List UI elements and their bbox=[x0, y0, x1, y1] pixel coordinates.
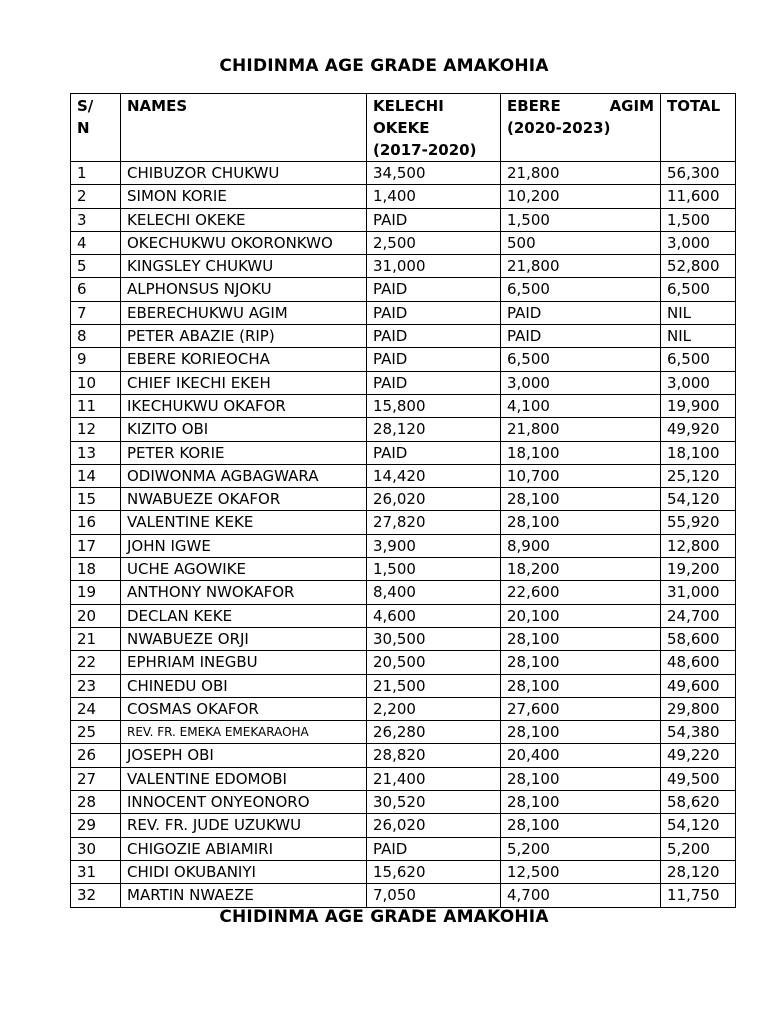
table-row bbox=[71, 325, 736, 348]
table-row bbox=[71, 348, 736, 371]
cell-name: KELECHI OKEKE bbox=[121, 208, 367, 231]
table-row bbox=[71, 394, 736, 417]
cell-total: 18,100 bbox=[661, 441, 736, 464]
cell-ebere-agim: 20,400 bbox=[501, 744, 661, 767]
cell-name: VALENTINE KEKE bbox=[121, 511, 367, 534]
cell-name: JOSEPH OBI bbox=[121, 744, 367, 767]
cell-sn: 18 bbox=[71, 558, 121, 581]
cell-ebere-agim: 6,500 bbox=[501, 278, 661, 301]
cell-sn: 28 bbox=[71, 791, 121, 814]
table-row bbox=[71, 744, 736, 767]
cell-ebere-agim: 500 bbox=[501, 231, 661, 254]
cell-kelechi-okeke: 20,500 bbox=[367, 651, 501, 674]
cell-sn: 29 bbox=[71, 814, 121, 837]
table-row bbox=[71, 581, 736, 604]
cell-name: KINGSLEY CHUKWU bbox=[121, 255, 367, 278]
cell-sn: 17 bbox=[71, 534, 121, 557]
cell-name: INNOCENT ONYEONORO bbox=[121, 791, 367, 814]
cell-sn: 2 bbox=[71, 185, 121, 208]
cell-sn: 16 bbox=[71, 511, 121, 534]
table-row bbox=[71, 534, 736, 557]
cell-kelechi-okeke: 21,400 bbox=[367, 767, 501, 790]
table-row bbox=[71, 185, 736, 208]
cell-kelechi-okeke: 2,200 bbox=[367, 697, 501, 720]
cell-sn: 6 bbox=[71, 278, 121, 301]
cell-ebere-agim: 8,900 bbox=[501, 534, 661, 557]
cell-kelechi-okeke: 4,600 bbox=[367, 604, 501, 627]
cell-ebere-agim: 4,100 bbox=[501, 394, 661, 417]
cell-sn: 12 bbox=[71, 418, 121, 441]
table-row bbox=[71, 860, 736, 883]
cell-total: 48,600 bbox=[661, 651, 736, 674]
cell-ebere-agim: 28,100 bbox=[501, 627, 661, 650]
cell-sn: 15 bbox=[71, 488, 121, 511]
cell-name: EPHRIAM INEGBU bbox=[121, 651, 367, 674]
cell-name: ANTHONY NWOKAFOR bbox=[121, 581, 367, 604]
header-ebere-line1 bbox=[507, 95, 654, 117]
cell-sn: 24 bbox=[71, 697, 121, 720]
cell-name: COSMAS OKAFOR bbox=[121, 697, 367, 720]
cell-sn: 14 bbox=[71, 464, 121, 487]
cell-kelechi-okeke: PAID bbox=[367, 348, 501, 371]
cell-kelechi-okeke: 27,820 bbox=[367, 511, 501, 534]
cell-name: OKECHUKWU OKORONKWO bbox=[121, 231, 367, 254]
cell-name: NWABUEZE ORJI bbox=[121, 627, 367, 650]
footer-title: CHIDINMA AGE GRADE AMAKOHIA bbox=[219, 907, 549, 927]
cell-kelechi-okeke: 28,820 bbox=[367, 744, 501, 767]
cell-kelechi-okeke: PAID bbox=[367, 325, 501, 348]
cell-sn: 3 bbox=[71, 208, 121, 231]
cell-ebere-agim: 22,600 bbox=[501, 581, 661, 604]
cell-total: 12,800 bbox=[661, 534, 736, 557]
cell-ebere-agim: 3,000 bbox=[501, 371, 661, 394]
cell-total: 29,800 bbox=[661, 697, 736, 720]
header-sn-line1: S/ bbox=[77, 97, 94, 115]
cell-total: 6,500 bbox=[661, 278, 736, 301]
table-row bbox=[71, 371, 736, 394]
cell-total: 52,800 bbox=[661, 255, 736, 278]
cell-sn: 25 bbox=[71, 721, 121, 744]
table-row bbox=[71, 301, 736, 324]
cell-total: 19,900 bbox=[661, 394, 736, 417]
header-sn-line2: N bbox=[77, 119, 90, 137]
cell-sn: 10 bbox=[71, 371, 121, 394]
cell-sn: 27 bbox=[71, 767, 121, 790]
cell-ebere-agim: 28,100 bbox=[501, 814, 661, 837]
cell-name: ODIWONMA AGBAGWARA bbox=[121, 464, 367, 487]
cell-ebere-agim: 5,200 bbox=[501, 837, 661, 860]
table-row bbox=[71, 278, 736, 301]
table-row bbox=[71, 767, 736, 790]
cell-ebere-agim: 10,700 bbox=[501, 464, 661, 487]
cell-sn: 1 bbox=[71, 162, 121, 185]
cell-kelechi-okeke: 26,020 bbox=[367, 814, 501, 837]
cell-name: VALENTINE EDOMOBI bbox=[121, 767, 367, 790]
cell-sn: 30 bbox=[71, 837, 121, 860]
table-row bbox=[71, 441, 736, 464]
cell-total: 3,000 bbox=[661, 371, 736, 394]
table-header-row bbox=[71, 94, 736, 162]
header-ebere-word2: AGIM bbox=[609, 97, 654, 115]
cell-kelechi-okeke: 26,020 bbox=[367, 488, 501, 511]
cell-name: PETER KORIE bbox=[121, 441, 367, 464]
table-row bbox=[71, 604, 736, 627]
cell-total: 58,600 bbox=[661, 627, 736, 650]
table-row bbox=[71, 255, 736, 278]
table-row bbox=[71, 674, 736, 697]
table-row bbox=[71, 884, 736, 907]
cell-sn: 5 bbox=[71, 255, 121, 278]
header-sn bbox=[71, 94, 121, 162]
cell-total: 3,000 bbox=[661, 231, 736, 254]
cell-kelechi-okeke: 8,400 bbox=[367, 581, 501, 604]
cell-kelechi-okeke: 34,500 bbox=[367, 162, 501, 185]
cell-total: 49,920 bbox=[661, 418, 736, 441]
cell-total: 58,620 bbox=[661, 791, 736, 814]
cell-total: 1,500 bbox=[661, 208, 736, 231]
header-ebere-word1: EBERE bbox=[507, 97, 561, 115]
cell-name: CHINEDU OBI bbox=[121, 674, 367, 697]
cell-kelechi-okeke: PAID bbox=[367, 441, 501, 464]
cell-ebere-agim: 28,100 bbox=[501, 767, 661, 790]
cell-ebere-agim: 21,800 bbox=[501, 255, 661, 278]
cell-name: IKECHUKWU OKAFOR bbox=[121, 394, 367, 417]
contributions-table bbox=[70, 93, 736, 908]
table-row bbox=[71, 814, 736, 837]
cell-kelechi-okeke: 1,400 bbox=[367, 185, 501, 208]
header-kelechi-line2: OKEKE bbox=[373, 119, 430, 137]
cell-ebere-agim: 28,100 bbox=[501, 791, 661, 814]
table-row bbox=[71, 231, 736, 254]
cell-name: REV. FR. EMEKA EMEKARAOHA bbox=[121, 721, 367, 744]
cell-name: DECLAN KEKE bbox=[121, 604, 367, 627]
cell-name: NWABUEZE OKAFOR bbox=[121, 488, 367, 511]
cell-total: 6,500 bbox=[661, 348, 736, 371]
cell-sn: 20 bbox=[71, 604, 121, 627]
cell-total: NIL bbox=[661, 325, 736, 348]
cell-ebere-agim: 4,700 bbox=[501, 884, 661, 907]
cell-name: PETER ABAZIE (RIP) bbox=[121, 325, 367, 348]
table-row bbox=[71, 721, 736, 744]
cell-total: 49,600 bbox=[661, 674, 736, 697]
cell-kelechi-okeke: PAID bbox=[367, 301, 501, 324]
cell-ebere-agim: 6,500 bbox=[501, 348, 661, 371]
table-row bbox=[71, 162, 736, 185]
cell-kelechi-okeke: 2,500 bbox=[367, 231, 501, 254]
cell-ebere-agim: 27,600 bbox=[501, 697, 661, 720]
cell-total: 54,120 bbox=[661, 814, 736, 837]
cell-sn: 23 bbox=[71, 674, 121, 697]
cell-kelechi-okeke: 28,120 bbox=[367, 418, 501, 441]
cell-total: 31,000 bbox=[661, 581, 736, 604]
cell-name: JOHN IGWE bbox=[121, 534, 367, 557]
table-row bbox=[71, 464, 736, 487]
cell-sn: 13 bbox=[71, 441, 121, 464]
cell-kelechi-okeke: 26,280 bbox=[367, 721, 501, 744]
cell-sn: 8 bbox=[71, 325, 121, 348]
cell-total: 24,700 bbox=[661, 604, 736, 627]
cell-name: CHIEF IKECHI EKEH bbox=[121, 371, 367, 394]
cell-total: 54,380 bbox=[661, 721, 736, 744]
cell-kelechi-okeke: 31,000 bbox=[367, 255, 501, 278]
header-kelechi-okeke bbox=[367, 94, 501, 162]
header-total: TOTAL bbox=[661, 94, 736, 162]
cell-kelechi-okeke: PAID bbox=[367, 837, 501, 860]
table-row bbox=[71, 627, 736, 650]
cell-name: EBERE KORIEOCHA bbox=[121, 348, 367, 371]
cell-sn: 19 bbox=[71, 581, 121, 604]
header-kelechi-line1: KELECHI bbox=[373, 97, 444, 115]
table-row bbox=[71, 488, 736, 511]
cell-kelechi-okeke: 14,420 bbox=[367, 464, 501, 487]
cell-sn: 22 bbox=[71, 651, 121, 674]
cell-total: 54,120 bbox=[661, 488, 736, 511]
table-row bbox=[71, 651, 736, 674]
cell-ebere-agim: 18,100 bbox=[501, 441, 661, 464]
cell-kelechi-okeke: 30,500 bbox=[367, 627, 501, 650]
cell-ebere-agim: 12,500 bbox=[501, 860, 661, 883]
cell-name: KIZITO OBI bbox=[121, 418, 367, 441]
cell-ebere-agim: 1,500 bbox=[501, 208, 661, 231]
cell-kelechi-okeke: 15,620 bbox=[367, 860, 501, 883]
table-row bbox=[71, 697, 736, 720]
cell-ebere-agim: 28,100 bbox=[501, 721, 661, 744]
table-row bbox=[71, 511, 736, 534]
cell-sn: 11 bbox=[71, 394, 121, 417]
cell-name: REV. FR. JUDE UZUKWU bbox=[121, 814, 367, 837]
cell-name: MARTIN NWAEZE bbox=[121, 884, 367, 907]
cell-name: UCHE AGOWIKE bbox=[121, 558, 367, 581]
cell-ebere-agim: PAID bbox=[501, 301, 661, 324]
header-ebere-agim bbox=[501, 94, 661, 162]
cell-ebere-agim: PAID bbox=[501, 325, 661, 348]
cell-sn: 9 bbox=[71, 348, 121, 371]
cell-kelechi-okeke: 21,500 bbox=[367, 674, 501, 697]
cell-ebere-agim: 10,200 bbox=[501, 185, 661, 208]
cell-total: 11,600 bbox=[661, 185, 736, 208]
cell-name: SIMON KORIE bbox=[121, 185, 367, 208]
cell-total: NIL bbox=[661, 301, 736, 324]
cell-total: 25,120 bbox=[661, 464, 736, 487]
table-row bbox=[71, 418, 736, 441]
table-row bbox=[71, 208, 736, 231]
cell-total: 19,200 bbox=[661, 558, 736, 581]
cell-kelechi-okeke: PAID bbox=[367, 278, 501, 301]
cell-name: ALPHONSUS NJOKU bbox=[121, 278, 367, 301]
cell-ebere-agim: 21,800 bbox=[501, 162, 661, 185]
cell-ebere-agim: 28,100 bbox=[501, 651, 661, 674]
cell-total: 56,300 bbox=[661, 162, 736, 185]
cell-sn: 26 bbox=[71, 744, 121, 767]
cell-total: 11,750 bbox=[661, 884, 736, 907]
cell-name: CHIDI OKUBANIYI bbox=[121, 860, 367, 883]
cell-kelechi-okeke: 7,050 bbox=[367, 884, 501, 907]
cell-kelechi-okeke: 30,520 bbox=[367, 791, 501, 814]
cell-total: 5,200 bbox=[661, 837, 736, 860]
table-row bbox=[71, 558, 736, 581]
cell-ebere-agim: 20,100 bbox=[501, 604, 661, 627]
cell-kelechi-okeke: PAID bbox=[367, 371, 501, 394]
table-body bbox=[71, 162, 736, 908]
cell-kelechi-okeke: 3,900 bbox=[367, 534, 501, 557]
cell-total: 49,500 bbox=[661, 767, 736, 790]
cell-sn: 4 bbox=[71, 231, 121, 254]
cell-ebere-agim: 28,100 bbox=[501, 511, 661, 534]
cell-sn: 32 bbox=[71, 884, 121, 907]
table-row bbox=[71, 837, 736, 860]
cell-sn: 7 bbox=[71, 301, 121, 324]
cell-kelechi-okeke: 1,500 bbox=[367, 558, 501, 581]
cell-ebere-agim: 18,200 bbox=[501, 558, 661, 581]
header-names: NAMES bbox=[121, 94, 367, 162]
cell-name: CHIGOZIE ABIAMIRI bbox=[121, 837, 367, 860]
cell-name: CHIBUZOR CHUKWU bbox=[121, 162, 367, 185]
cell-total: 55,920 bbox=[661, 511, 736, 534]
header-kelechi-line3: (2017-2020) bbox=[373, 141, 477, 159]
cell-kelechi-okeke: 15,800 bbox=[367, 394, 501, 417]
cell-ebere-agim: 21,800 bbox=[501, 418, 661, 441]
cell-sn: 21 bbox=[71, 627, 121, 650]
cell-ebere-agim: 28,100 bbox=[501, 674, 661, 697]
cell-total: 28,120 bbox=[661, 860, 736, 883]
table-row bbox=[71, 791, 736, 814]
cell-name: EBERECHUKWU AGIM bbox=[121, 301, 367, 324]
header-ebere-line2: (2020-2023) bbox=[507, 119, 611, 137]
cell-total: 49,220 bbox=[661, 744, 736, 767]
cell-ebere-agim: 28,100 bbox=[501, 488, 661, 511]
page-title: CHIDINMA AGE GRADE AMAKOHIA bbox=[219, 56, 549, 76]
cell-sn: 31 bbox=[71, 860, 121, 883]
cell-kelechi-okeke: PAID bbox=[367, 208, 501, 231]
